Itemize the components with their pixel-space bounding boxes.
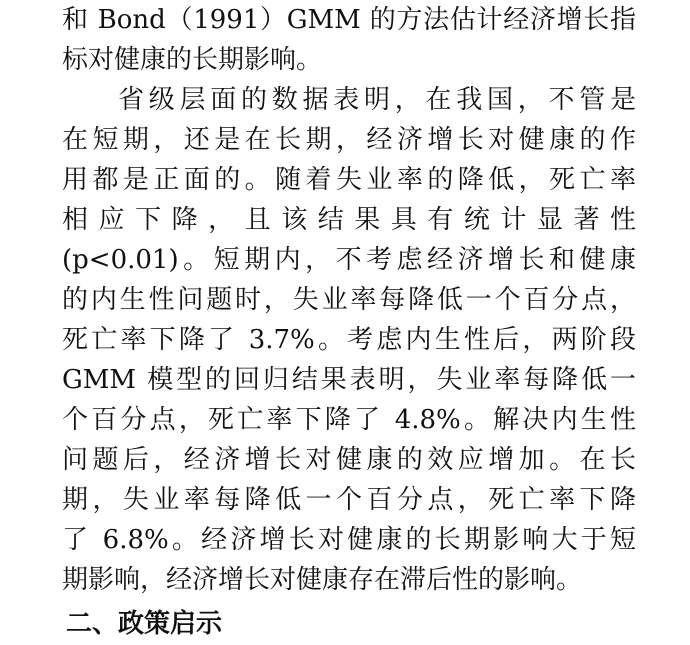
text-line-14: 了 6.8%。经济增长对健康的长期影响大于短 [62, 525, 636, 555]
text-line-3: 省级层面的数据表明，在我国，不管是 [118, 85, 636, 115]
text-line-7: (p<0.01)。短期内，不考虑经济增长和健康 [62, 245, 636, 275]
section-heading: 二、政策启示 [66, 609, 223, 639]
text-line-15: 期影响，经济增长对健康存在滞后性的影响。 [62, 565, 583, 595]
text-line-6: 相应下降，且该结果具有统计显著性 [62, 205, 636, 235]
text-line-10: GMM 模型的回归结果表明，失业率每降低一 [62, 365, 636, 395]
text-line-5: 用都是正面的。随着失业率的降低，死亡率 [62, 165, 636, 195]
text-line-1: 和 Bond（1991）GMM 的方法估计经济增长指 [62, 5, 636, 35]
text-line-13: 期，失业率每降低一个百分点，死亡率下降 [62, 485, 636, 515]
text-line-12: 问题后，经济增长对健康的效应增加。在长 [62, 445, 636, 475]
text-line-2: 标对健康的长期影响。 [62, 45, 323, 75]
text-line-8: 的内生性问题时，失业率每降低一个百分点， [62, 285, 636, 315]
text-line-9: 死亡率下降了 3.7%。考虑内生性后，两阶段 [62, 325, 636, 355]
text-line-4: 在短期，还是在长期，经济增长对健康的作 [62, 125, 636, 155]
text-line-11: 个百分点，死亡率下降了 4.8%。解决内生性 [62, 405, 636, 435]
